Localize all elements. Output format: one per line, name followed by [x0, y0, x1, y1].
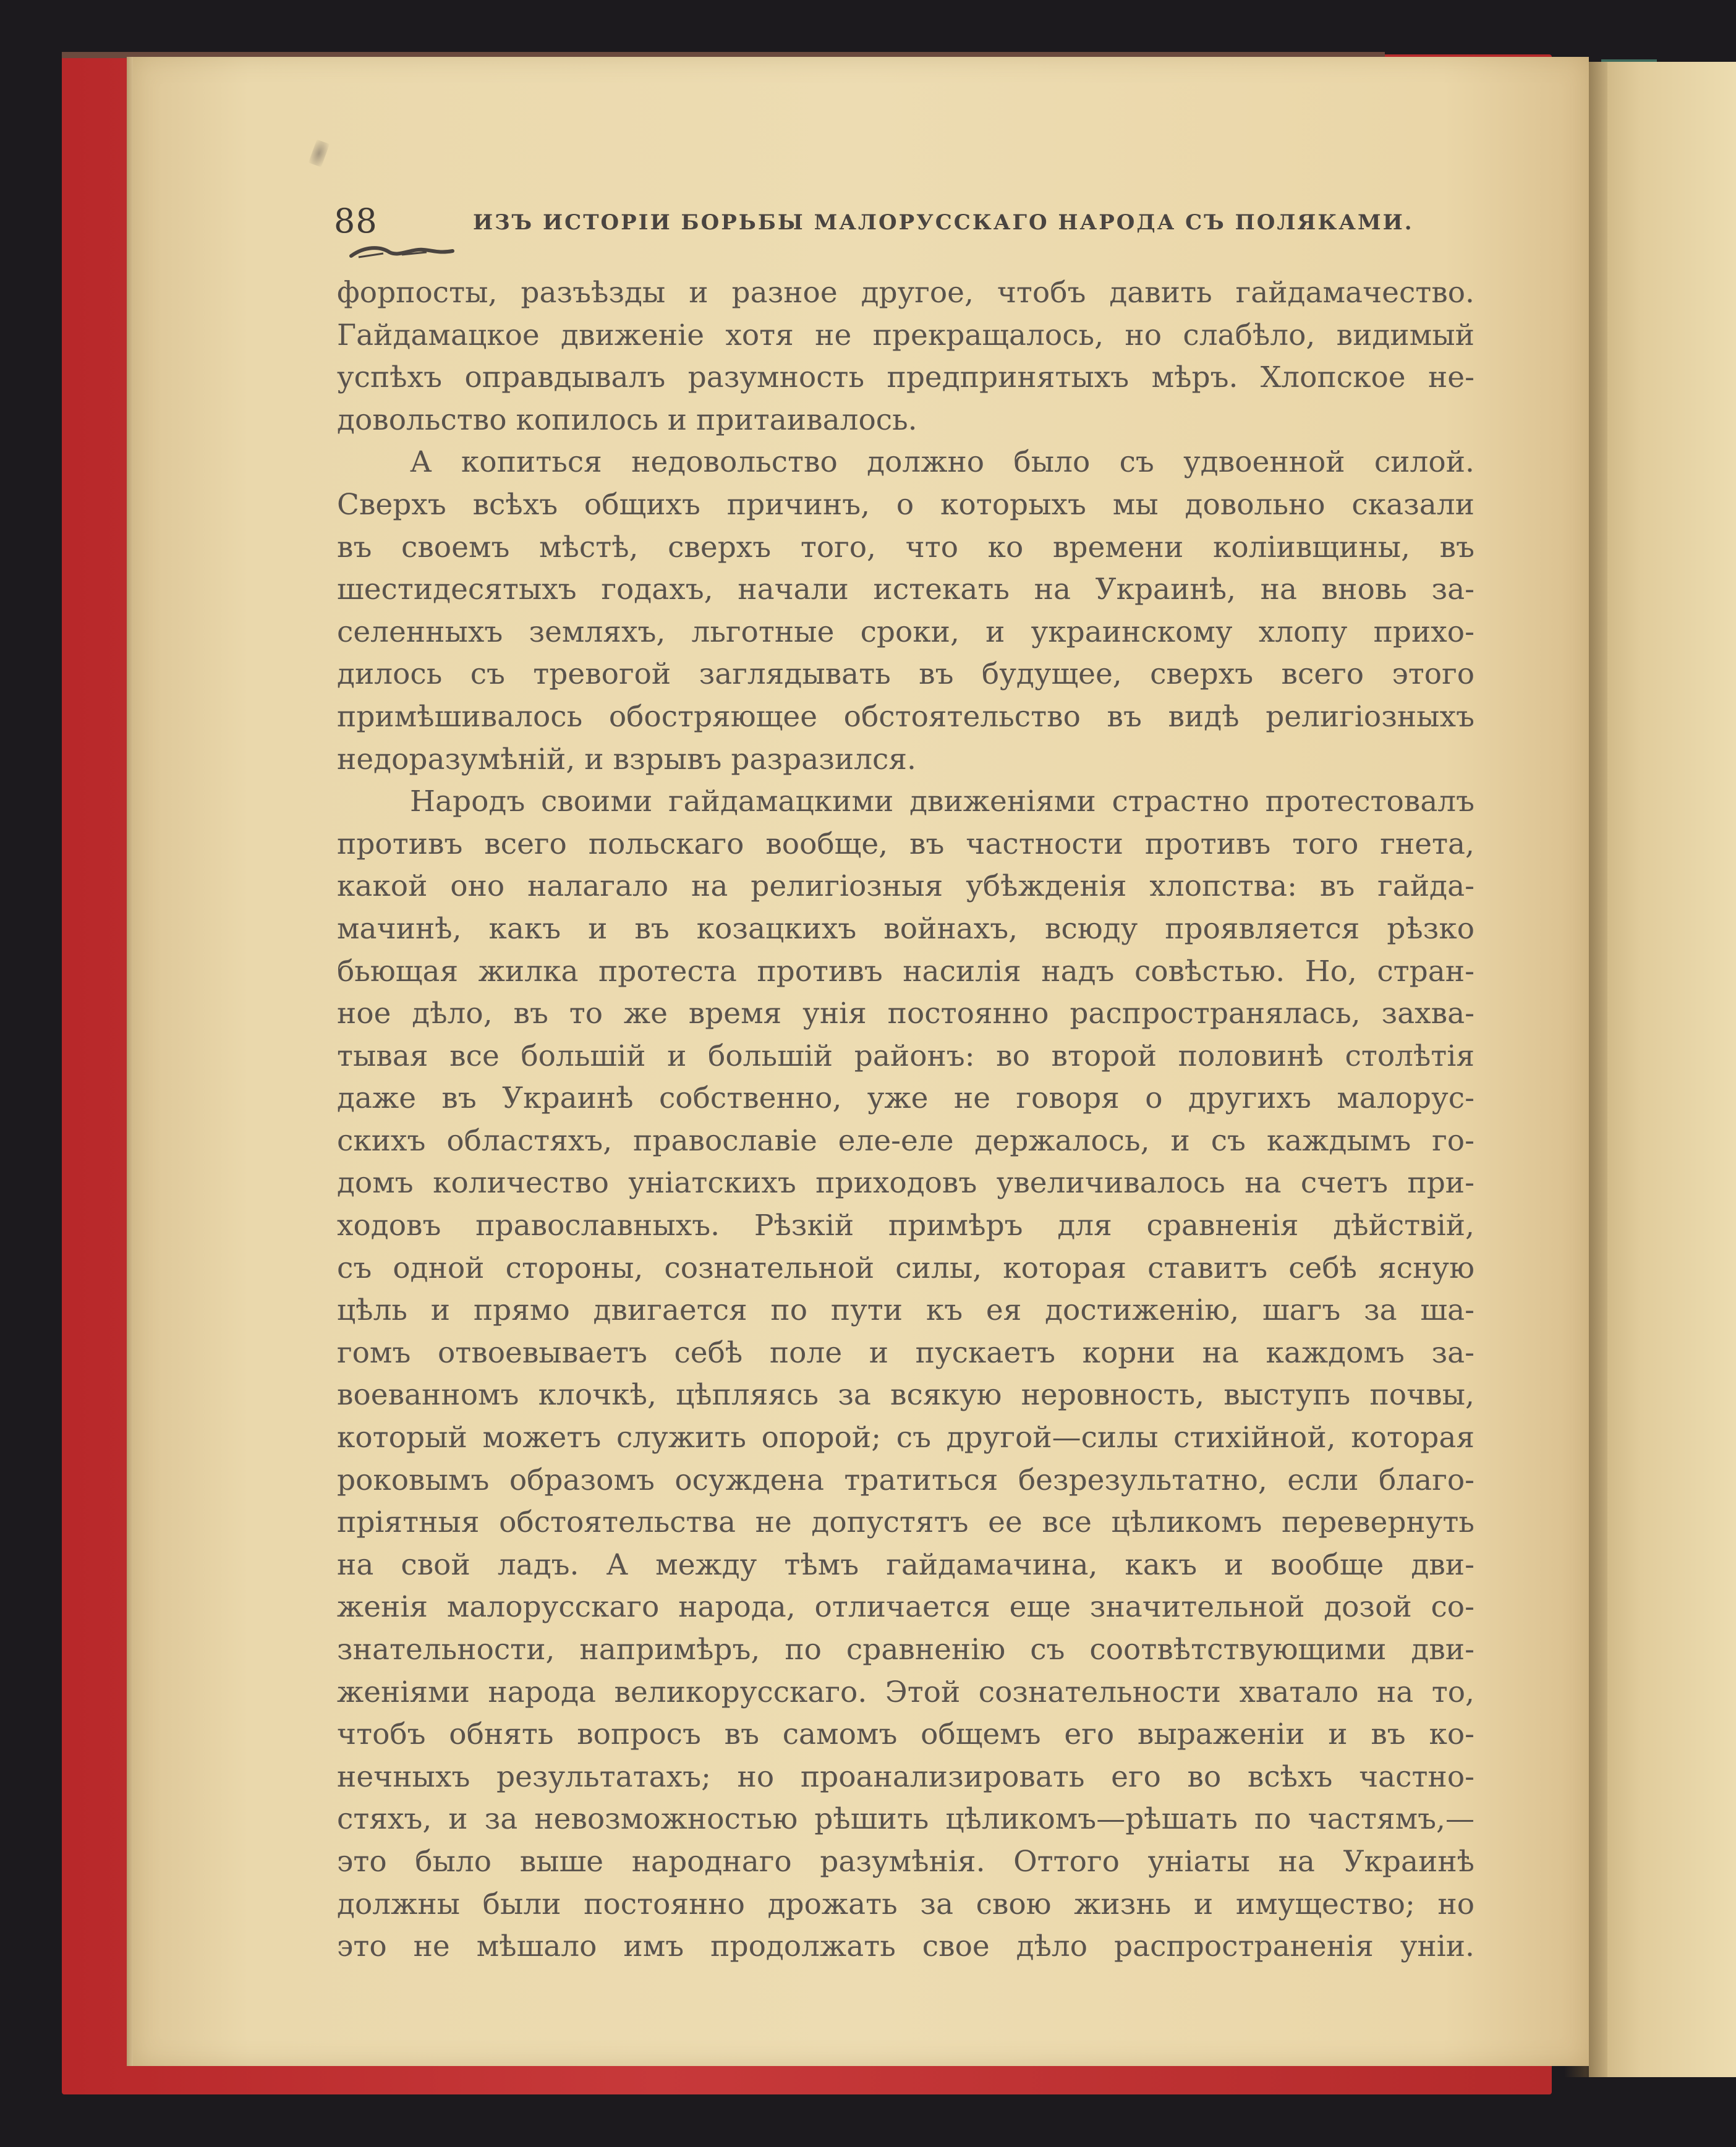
text-line: ходовъ православныхъ. Рѣзкій примѣръ для сравненія дѣйствій,	[337, 1209, 1474, 1243]
body-text	[337, 272, 1474, 1968]
text-line: Народъ своими гайдамацкими движеніями страстно протестовалъ	[410, 784, 1474, 819]
text-line: цѣль и прямо двигается по пути къ ея достиженію, шагъ за ша-	[337, 1293, 1474, 1328]
text-line: домъ количество уніатскихъ приходовъ увеличивалось на счетъ при-	[337, 1166, 1474, 1201]
text-line: недоразумѣній, и взрывъ разразился.	[337, 742, 916, 776]
text-line: пріятныя обстоятельства не допустятъ ее все цѣликомъ перевернуть	[337, 1505, 1474, 1540]
text-line: А копиться недовольство должно было съ удвоенной силой.	[410, 445, 1474, 480]
text-line: довольство копилось и притаивалось.	[337, 402, 917, 437]
text-line: бьющая жилка протеста противъ насилія надъ совѣстью. Но, стран-	[337, 954, 1474, 988]
ornament-icon	[346, 242, 457, 261]
text-line: успѣхъ оправдывалъ разумность предпринятыхъ мѣръ. Хлопское не-	[337, 360, 1474, 395]
text-line: роковымъ образомъ осуждена тратиться безрезультатно, если благо-	[337, 1463, 1474, 1497]
text-line: форпосты, разъѣзды и разное другое, чтобъ давить гайдамачество.	[337, 276, 1474, 310]
running-title: ИЗЪ ИСТОРІИ БОРЬБЫ МАЛОРУССКАГО НАРОДА СЪ ПОЛЯКАМИ.	[473, 210, 1414, 235]
text-line: гомъ отвоевываетъ себѣ поле и пускаетъ корни на каждомъ за-	[337, 1335, 1474, 1370]
text-line: воеванномъ клочкѣ, цѣпляясь за всякую неровность, выступъ почвы,	[337, 1378, 1474, 1413]
text-line: шестидесятыхъ годахъ, начали истекать на Украинѣ, на вновь за-	[337, 572, 1474, 607]
text-line: въ своемъ мѣстѣ, сверхъ того, что ко времени коліивщины, въ	[337, 530, 1474, 564]
text-line: на свой ладъ. А между тѣмъ гайдамачина, какъ и вообще дви-	[337, 1547, 1474, 1582]
facing-page	[1589, 62, 1736, 2077]
text-line: примѣшивалось обостряющее обстоятельство въ видѣ религіозныхъ	[337, 699, 1474, 734]
text-line: Сверхъ всѣхъ общихъ причинъ, о которыхъ мы довольно сказали	[337, 487, 1474, 522]
text-line: съ одной стороны, сознательной силы, которая ставитъ себѣ ясную	[337, 1251, 1474, 1285]
text-line: стяхъ, и за невозможностью рѣшить цѣликомъ—рѣшать по частямъ,—	[337, 1802, 1474, 1837]
text-line: женіями народа великорусскаго. Этой сознательности хватало на то,	[337, 1675, 1474, 1709]
text-line: даже въ Украинѣ собственно, уже не говоря о другихъ малорус-	[337, 1081, 1474, 1116]
text-line: это не мѣшало имъ продолжать свое дѣло распространенія уніи.	[337, 1929, 1474, 1964]
text-line: это было выше народнаго разумѣнія. Оттого уніаты на Украинѣ	[337, 1844, 1474, 1879]
text-line: женія малорусскаго народа, отличается еще значительной дозой со-	[337, 1590, 1474, 1625]
text-line: противъ всего польскаго вообще, въ частности противъ того гнета,	[337, 827, 1474, 861]
text-line: какой оно налагало на религіозныя убѣжденія хлопства: въ гайда-	[337, 869, 1474, 904]
text-line: тывая все большій и большій районъ: во второй половинѣ столѣтія	[337, 1039, 1474, 1073]
text-line: скихъ областяхъ, православіе еле-еле держалось, и съ каждымъ го-	[337, 1123, 1474, 1158]
page-header	[334, 202, 1478, 239]
text-line: Гайдамацкое движеніе хотя не прекращалось, но слабѣло, видимый	[337, 318, 1474, 352]
text-line: знательности, напримѣръ, по сравненію съ соотвѣтствующими дви-	[337, 1633, 1474, 1667]
page-number: 88	[334, 202, 378, 240]
text-line: нечныхъ результатахъ; но проанализировать его во всѣхъ частно-	[337, 1759, 1474, 1794]
text-line: ное дѣло, въ то же время унія постоянно распространялась, захва-	[337, 997, 1474, 1031]
text-line: чтобъ обнять вопросъ въ самомъ общемъ его выраженіи и въ ко-	[337, 1717, 1474, 1752]
text-line: дилось съ тревогой заглядывать въ будущее, сверхъ всего этого	[337, 657, 1474, 692]
text-line: мачинѣ, какъ и въ козацкихъ войнахъ, всюду проявляется рѣзко	[337, 911, 1474, 946]
text-line: должны были постоянно дрожать за свою жизнь и имущество; но	[337, 1887, 1474, 1921]
text-line: который можетъ служить опорой; съ другой—силы стихійной, которая	[337, 1421, 1474, 1455]
text-line: селенныхъ земляхъ, льготные сроки, и украинскому хлопу прихо-	[337, 614, 1474, 649]
